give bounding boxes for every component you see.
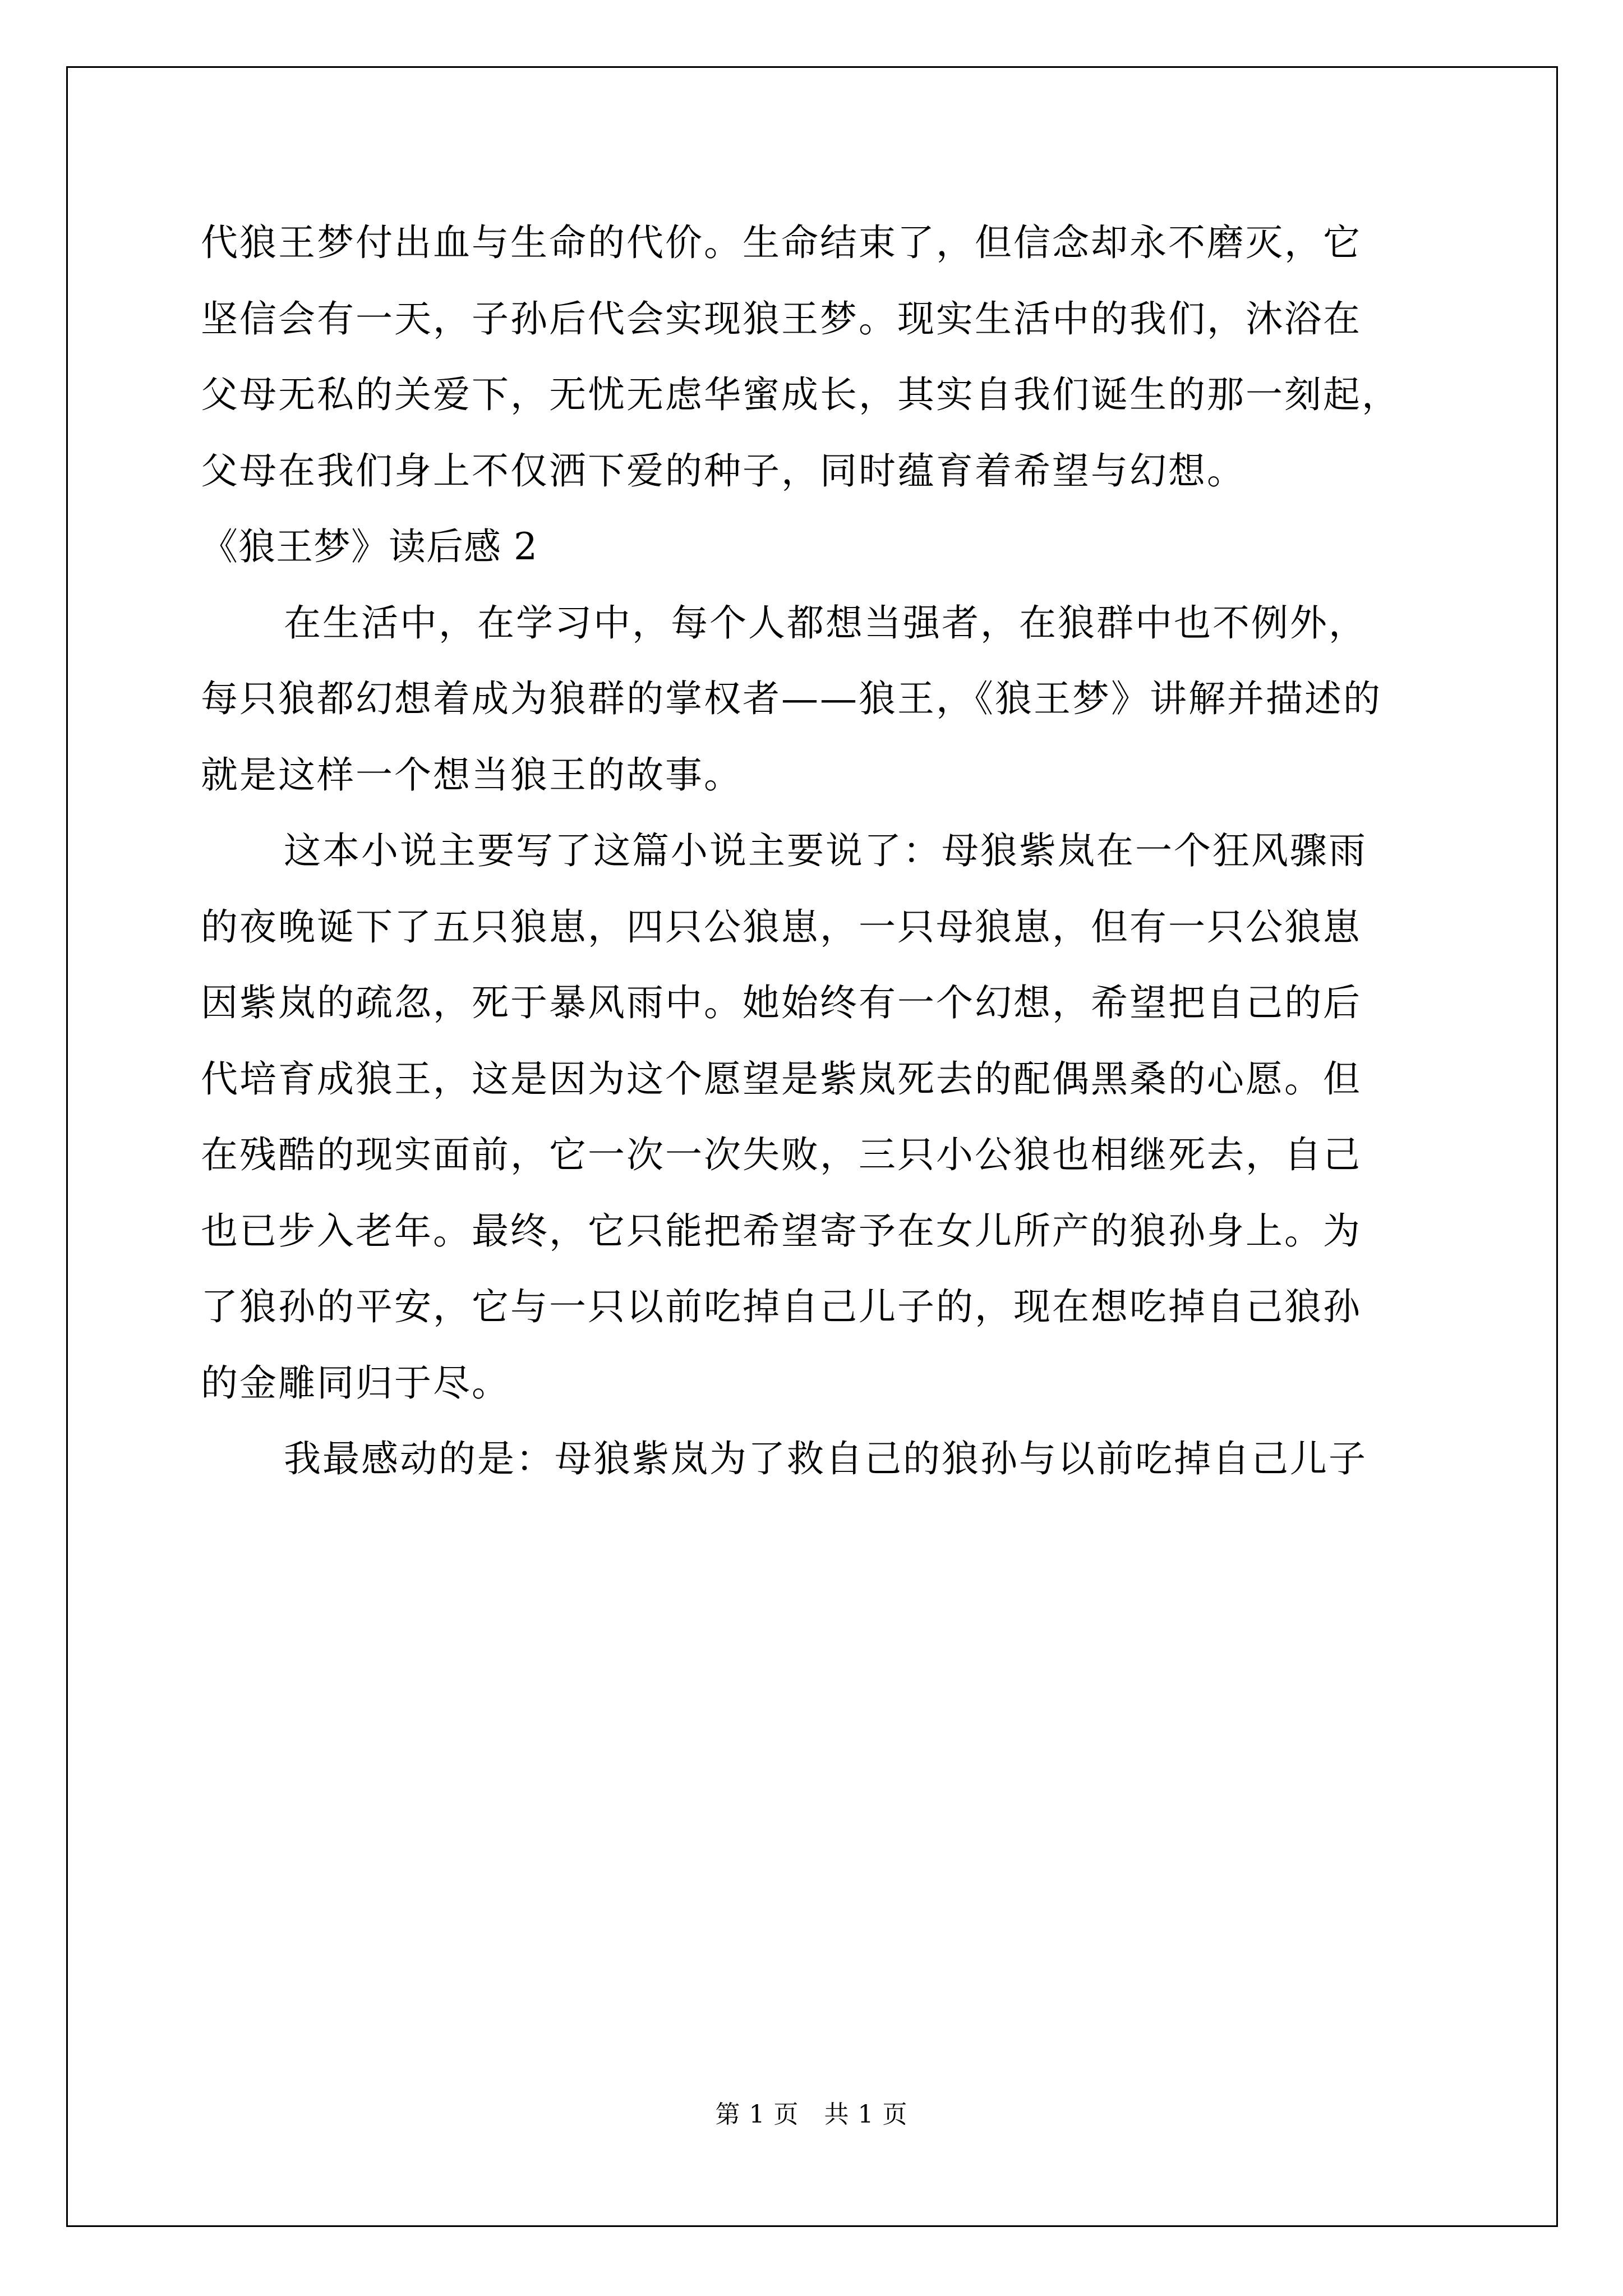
text-line: 也已步入老年。最终，它只能把希望寄予在女儿所产的狼孙身上。为: [201, 1209, 1362, 1253]
paragraph-3: [201, 813, 1440, 1421]
text-line: 了狼孙的平安，它与一只以前吃掉自己儿子的，现在想吃掉自己狼孙: [201, 1285, 1362, 1328]
text-line: 就是这样一个想当狼王的故事。: [201, 753, 743, 797]
text-line: 的夜晚诞下了五只狼崽，四只公狼崽，一只母狼崽，但有一只公狼崽: [201, 905, 1362, 949]
text-line: 父母无私的关爱下，无忧无虑华蜜成长，其实自我们诞生的那一刻起，: [201, 373, 1400, 416]
section-heading: 《狼王梦》读后感 2: [201, 525, 538, 568]
text-line: 在生活中，在学习中，每个人都想当强者，在狼群中也不例外，: [284, 601, 1367, 645]
paragraph-1: [201, 205, 1440, 509]
text-line: 因紫岚的疏忽，死于暴风雨中。她始终有一个幻想，希望把自己的后: [201, 981, 1362, 1024]
text-line: 每只狼都幻想着成为狼群的掌权者——狼王，《狼王梦》讲解并描述的: [201, 677, 1382, 720]
document-body: [201, 205, 1440, 1497]
text-line: 坚信会有一天，子孙后代会实现狼王梦。现实生活中的我们，沐浴在: [201, 297, 1362, 341]
text-line: 这本小说主要写了这篇小说主要说了：母狼紫岚在一个狂风骤雨: [284, 829, 1367, 872]
text-line: 我最感动的是：母狼紫岚为了救自己的狼孙与以前吃掉自己儿子: [284, 1437, 1367, 1480]
text-line: 代狼王梦付出血与生命的代价。生命结束了，但信念却永不磨灭，它: [201, 221, 1362, 264]
text-line: 的金雕同归于尽。: [201, 1361, 510, 1405]
text-line: 在残酷的现实面前，它一次一次失败，三只小公狼也相继死去，自己: [201, 1133, 1362, 1176]
paragraph-4: [201, 1421, 1440, 1497]
page-footer: 第 1 页 共 1 页: [715, 2100, 908, 2129]
text-line: 父母在我们身上不仅洒下爱的种子，同时蕴育着希望与幻想。: [201, 449, 1246, 493]
paragraph-2: [201, 585, 1440, 813]
text-line: 代培育成狼王，这是因为这个愿望是紫岚死去的配偶黑桑的心愿。但: [201, 1057, 1362, 1101]
